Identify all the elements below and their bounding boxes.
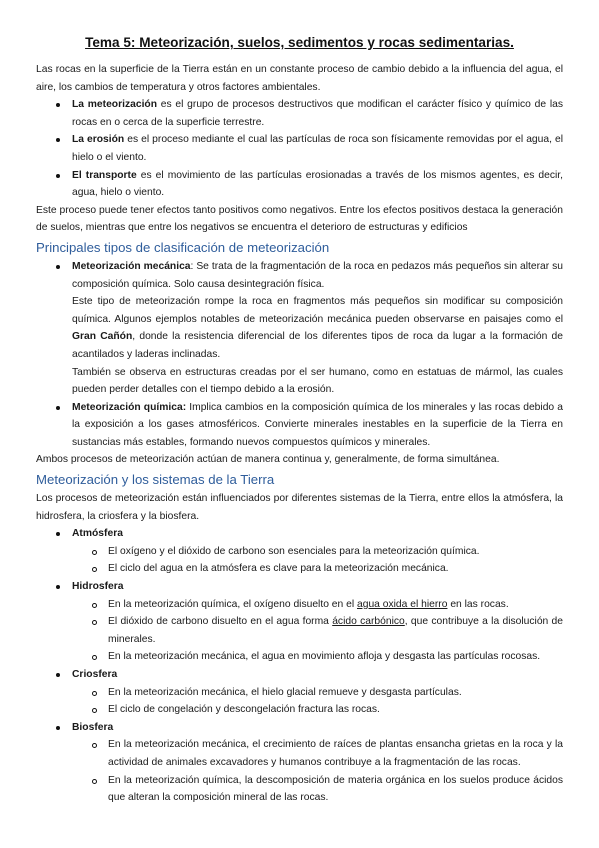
classification-list bbox=[36, 258, 563, 452]
list-item: En la meteorización mecánica, el crecimiento de raíces de plantas ensancha grietas en la roca y la actividad de animales excavadores y humanos contribuye a la fragmentación de las rocas. bbox=[36, 736, 563, 771]
list-item bbox=[36, 613, 563, 648]
list-item: En la meteorización química, la descomposición de materia orgánica en los suelos produce ácidos que alteran la composición mineral de las rocas. bbox=[36, 772, 563, 807]
criosfera-label: Criosfera bbox=[72, 669, 118, 680]
definitions-list bbox=[36, 96, 563, 202]
atmosfera-label: Atmósfera bbox=[72, 528, 123, 540]
link-acido-carbonico[interactable]: ácido carbónico bbox=[332, 616, 405, 628]
list-item-criosfera bbox=[36, 666, 563, 719]
term-erosion: La erosión bbox=[72, 134, 125, 146]
list-item: En la meteorización mecánica, el agua en movimiento afloja y desgasta las partículas rocosas. bbox=[36, 648, 563, 666]
section-heading-classification: Principales tipos de clasificación de meteorización bbox=[36, 239, 330, 255]
hidro-text: El dióxido de carbono disuelto en el agua forma bbox=[108, 616, 333, 628]
list-item-mechanical bbox=[36, 258, 563, 399]
hidrosfera-sublist bbox=[72, 596, 563, 666]
earth-systems-intro: Los procesos de meteorización están influenciados por diferentes sistemas de la Tierra, entre ellos la atmósfera, la hidrosfera, la criosfera y la biosfera. bbox=[36, 493, 563, 522]
section-heading-earth-systems: Meteorización y los sistemas de la Tierra bbox=[36, 472, 275, 488]
term-chemical: Meteorización química: bbox=[72, 401, 187, 413]
list-item bbox=[36, 167, 563, 202]
list-item: El ciclo del agua en la atmósfera es clave para la meteorización mecánica. bbox=[36, 560, 563, 578]
link-agua-oxida-hierro[interactable]: agua oxida el hierro bbox=[357, 598, 448, 610]
definition-text: es el movimiento de las partículas erosionadas a través de los mismos agentes, es decir, agua, hielo o viento. bbox=[72, 169, 563, 199]
list-item: El oxígeno y el dióxido de carbono son esenciales para la meteorización química. bbox=[36, 543, 563, 561]
list-item bbox=[36, 131, 563, 166]
gran-canon: Gran Cañón bbox=[72, 331, 133, 343]
list-item-biosfera bbox=[36, 719, 563, 807]
mechanical-paragraph-2 bbox=[72, 293, 563, 363]
mechanical-paragraph-3: También se observa en estructuras creadas por el ser humano, como en estatuas de mármol, las cuales pueden perder detalles con el tiempo debido a la erosión. bbox=[72, 366, 563, 396]
list-item: En la meteorización mecánica, el hielo glacial remueve y desgasta partículas. bbox=[36, 684, 563, 702]
list-item-hidrosfera bbox=[36, 578, 563, 666]
biosfera-label: Biosfera bbox=[72, 721, 114, 733]
hidro-text: en las rocas. bbox=[447, 598, 509, 610]
definition-text: es el proceso mediante el cual las partículas de roca son físicamente removidas por el agua, el hielo o el viento. bbox=[72, 134, 563, 163]
biosfera-sublist bbox=[72, 736, 563, 806]
chemical-text: Implica cambios en la composición química de los minerales y las rocas debido a la exposición a los gases atmosféricos. Convierte minerales inestables en la superficie de la Tierra en sustancias más estables, formando nuevos compuestos químicos y minerales. bbox=[72, 401, 563, 448]
term-meteorizacion: La meteorización bbox=[72, 99, 158, 111]
list-item bbox=[36, 96, 563, 131]
mechanical-text: : Se trata de la fragmentación de la roca en pedazos más pequeños sin alterar su composición química. Solo causa desintegración física. bbox=[72, 260, 563, 290]
list-item: El ciclo de congelación y descongelación fractura las rocas. bbox=[36, 701, 563, 719]
list-item-chemical bbox=[36, 399, 563, 452]
hidro-text: , que contribuye a la disolución de minerales. bbox=[108, 616, 564, 645]
hidrosfera-label: Hidrosfera bbox=[72, 581, 124, 593]
page-title: Tema 5: Meteorización, suelos, sedimentos y rocas sedimentarias. bbox=[85, 35, 514, 50]
earth-systems-list bbox=[36, 525, 563, 807]
effects-paragraph: Este proceso puede tener efectos tanto positivos como negativos. Entre los efectos positivos destaca la generación de suelos, mientras que entre los negativos se encuentra el deterioro de estructuras y edificios bbox=[36, 204, 563, 234]
mechanical-p2-start: Este tipo de meteorización rompe la roca en fragmentos más pequeños sin modificar su composición química. Algunos ejemplos notables de meteorización mecánica pueden observarse en paisajes como el bbox=[72, 296, 563, 325]
closing-paragraph: Ambos procesos de meteorización actúan de manera continua y, generalmente, de forma simultánea. bbox=[36, 454, 500, 466]
intro-paragraph: Las rocas en la superficie de la Tierra están en un constante proceso de cambio debido a la influencia del agua, el aire, los cambios de temperatura y otros factores ambientales. bbox=[36, 64, 563, 93]
mechanical-p2-end: , donde la resistencia diferencial de los diferentes tipos de roca da lugar a la formación de acantilados y laderas inclinadas. bbox=[72, 331, 563, 360]
atmosfera-sublist bbox=[72, 543, 563, 578]
term-mechanical: Meteorización mecánica bbox=[72, 260, 191, 272]
term-transporte: El transporte bbox=[72, 169, 137, 181]
criosfera-sublist bbox=[72, 684, 563, 719]
list-item bbox=[36, 596, 563, 614]
list-item-atmosfera bbox=[36, 525, 563, 578]
definition-text: es el grupo de procesos destructivos que modifican el carácter físico y químico de las rocas en o cerca de la superficie terrestre. bbox=[72, 99, 563, 128]
hidro-text: En la meteorización química, el oxígeno disuelto en el bbox=[108, 598, 357, 610]
